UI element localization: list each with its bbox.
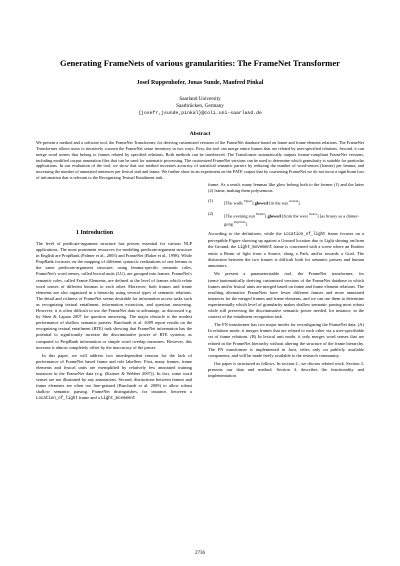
example-text: [The walls $^{Figure}$] glowed [in the sun $^{Ground}$]. [224, 199, 301, 206]
affiliation-line: Saarland University [179, 96, 221, 102]
body-paragraph: According to the definitions, while the Location_of_light frame focuses on a perceptible Figure showing up against a Ground location due to Light shining on/from the Ground, the Light_movement frame is concerned with a scene where an Emitter emits a Beam of light from a Source, along a Path, and/or towards a Goal. The distinction between the two frames is difficult both for semantic parsers and human annotators. [208, 230, 364, 269]
affiliation-block [20, 96, 380, 117]
example-text: [The evening sun $^{Emitter}$] glowed [from the west $^{Source}$] [as brassy as a dinner-gong $^{Depictive}$]. [224, 211, 360, 227]
body-paragraph: Our paper is structured as follows. In section 2., we discuss related work. Section 3. presents our data and method. Section 4. describes the functionality and implementation [208, 360, 364, 378]
page-number: 2736 [195, 551, 205, 556]
author-email: {josefr,jsunde,pinkal}@coli.uni-saarland.de [138, 111, 262, 116]
example-sentence [208, 211, 364, 228]
body-paragraph: frame. As a result, many lemmas like glow belong both to the former (1) and the latter (2) frame, making them polysemous. [208, 182, 364, 194]
left-column [36, 229, 192, 404]
body-paragraph: The FN transformer has two major modes for reconfiguring the FrameNet data. (A) In relations mode, it merges frames that are related to each other via a user-specifiable set of frame relations. (B) In lexical unit mode, it only merges word senses that are related in the FrameNet hierarchy without altering the structure of the frame hierarchy. The FN transformer is implemented in Java, relies only on publicly available components, and will be made freely available to the research community. [208, 322, 364, 358]
body-paragraph: In this paper, we will address two interdependent reasons for the lack of performance of FrameNet based frame and role labellers. First, many frames, frame elements and lexical units are exemplified by relatively few annotated training instances in the FrameNet data (e.g. (Kaisser & Webber 2007)). In fact, some word senses are not illustrated by any annotations. Second, distinctions between frames and frame elements are often too fine-grained (Burchardt et al. 2009) to allow robust shallow semantic parsing. FrameNet distinguishes, for instance, between a Location_of_light frame and a Light_movement [36, 352, 192, 402]
body-paragraph: The level of predicate-argument structure has proven essential for various NLP applications. The most prominent resources for modeling predicate-argument structure in English are PropBank (Palmer et al., 2005) and FrameNet (Baker et al., 1998). While PropBank focusses on the mapping of different syntactic realizations of one lemma to the same predicate-argument structure, using lemma-specific semantic roles, FrameNet's word senses, called lexical units (LU), are grouped into frames. FrameNet's semantic roles, called Frame Elements, are defined at the level of frames which relate word senses of different lemmas to each other. Moreover, both frames and frame elements are also organized in a hierarchy using several types of semantic relations. The detail and richness of FrameNet seems desirable for information access tasks such as recognizing textual entailment, information extraction, and question answering. However, it is often difficult to use the FrameNet data to advantage, as discussed e.g. by Shen & Lapata 2007 for question answering. The major obstacle is the modest performance of shallow semantic parsers. Burchardt et al. 2009 report results on the recognizing textual entailment (RTE) task showing that FrameNet information has the potential to significantly increase the discriminative power of RTE systems, as compared to PropBank information or simple word overlap measures. However, this increase is almost completely offset by the inaccuracy of the parser. [36, 241, 192, 350]
abstract-text: We present a method and a software tool, the FrameNet Transformer, for deriving customized versions of the FrameNet database based on frame and frame element relations. The FrameNet Transformer allows users to iteratively coarsen the FrameNet sense inventory in two ways. First, the tool can merge entire frames that are related by user-specified relations. Second, it can merge word senses that belong to frames related by specified relations. Both methods can be interleaved. The Transformer automatically outputs format-compliant FrameNet versions, including modified corpus annotation files that can be used for automatic processing. The customized FrameNet versions can be used to determine which granularity is suitable for particular applications. In our evaluation of the tool, we show that our method increases accuracy of statistical semantic parsers by reducing the number of word-senses (frames) per lemma, and increasing the number of annotated sentences per lexical unit and frame. We further show in an experiment on the FATE corpus that by coarsening FrameNet we do not incur a significant loss of information that is relevant to the Recognizing Textual Entailment task. [36, 140, 364, 181]
abstract-heading: Abstract [189, 131, 211, 137]
body-paragraph: We present a parameterizable tool, the FrameNet transformer, for (semi-)automatically deriving customized versions of the FrameNet database in which frames and/or lexical units are merged based on frame and frame element relations. The resulting alternative FrameNets have fewer different frames and more annotated instances for the merged frames and frame elements, and we can use them to determine experimentally which level of granularity makes shallow semantic parsing most robust while still preserving the discriminative semantic power needed, for instance, in the context of the entailment recognition task. [208, 271, 364, 320]
example-number: (1) [208, 198, 214, 204]
example-sentence [208, 198, 364, 207]
section-heading: 1 Introduction [76, 230, 114, 236]
author-list: Josef Ruppenhofer, Jonas Sunde, Manfred Pinkal [136, 80, 264, 86]
right-column [208, 182, 364, 381]
example-number: (2) [208, 210, 214, 216]
affiliation-line: Saarbrücken, Germany [176, 103, 224, 109]
paper-title: Generating FrameNets of various granularities: The FrameNet Transformer [60, 58, 340, 68]
